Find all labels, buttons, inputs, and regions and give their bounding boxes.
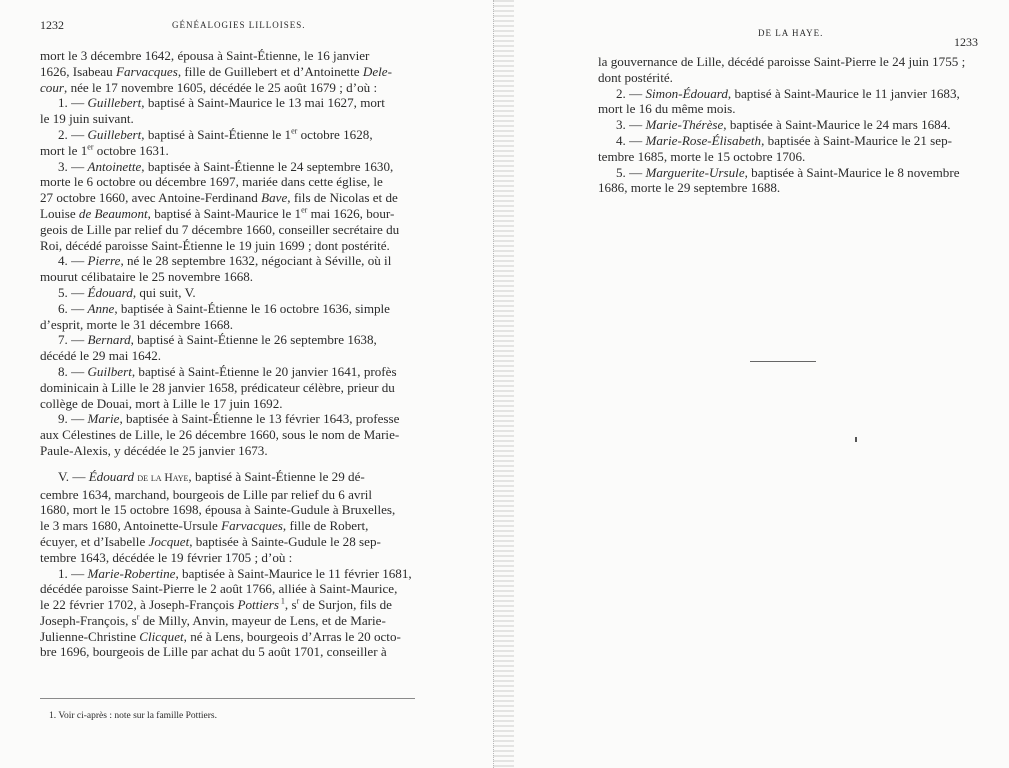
italic-name: Farvacques bbox=[116, 63, 178, 79]
italic-name: cour bbox=[40, 79, 65, 95]
text-run: , baptisé à Saint-Étienne le 1 bbox=[141, 126, 292, 142]
left-page-number: 1232 bbox=[40, 18, 64, 32]
italic-name: Antoinette bbox=[87, 158, 142, 174]
text-run: , s bbox=[284, 597, 297, 613]
text-line bbox=[40, 253, 418, 269]
italic-name: Guillebert bbox=[87, 95, 142, 111]
text-run: octobre 1628, bbox=[297, 126, 373, 142]
italic-name: Simon-Édouard bbox=[645, 85, 728, 101]
left-running-title: GÉNÉALOGIES LILLOISES. bbox=[172, 20, 306, 30]
right-page-number: 1233 bbox=[954, 35, 978, 49]
italic-name: Dele- bbox=[362, 63, 392, 79]
text-run: , baptisé à Saint-Maurice le 11 janvier 1683, bbox=[727, 85, 960, 101]
italic-name: Marguerite-Ursule bbox=[645, 164, 745, 180]
superscript: er bbox=[87, 142, 94, 152]
text-run: mort le 1 bbox=[40, 142, 88, 158]
text-line bbox=[598, 133, 976, 149]
text-line bbox=[40, 380, 418, 396]
italic-name: Marie-Rose-Élisabeth bbox=[645, 132, 762, 148]
text-run: 6. — bbox=[58, 300, 88, 316]
text-run: morte le 6 octobre ou décembre 1697, mariée dans cette église, le bbox=[40, 174, 383, 190]
text-run: , baptisé à Saint-Étienne le 29 dé- bbox=[188, 468, 365, 484]
italic-name: Pottiers bbox=[237, 597, 279, 613]
text-run: Paule-Alexis, y décédée le 25 janvier 1673. bbox=[40, 442, 268, 458]
text-run: 5. — bbox=[616, 164, 646, 180]
italic-name: Guillebert bbox=[87, 126, 142, 142]
text-line bbox=[40, 174, 418, 190]
text-run: d’esprit, morte le 31 décembre 1668. bbox=[40, 316, 234, 332]
text-run: le 3 mars 1680, Antoinette-Ursule bbox=[40, 518, 222, 534]
text-run: Julienne-Christine bbox=[40, 628, 140, 644]
text-run: , fille de Robert, bbox=[282, 518, 369, 534]
left-body-text bbox=[40, 48, 418, 660]
italic-name: de Beaumont bbox=[78, 205, 148, 221]
text-run: 1. — bbox=[58, 95, 88, 111]
text-line bbox=[40, 613, 418, 629]
text-line bbox=[40, 534, 418, 550]
text-run: 1680, mort le 15 octobre 1698, épousa à Sainte-Gudule à Bruxelles, bbox=[40, 502, 396, 518]
text-run: , né le 28 septembre 1632, négociant à Séville, où il bbox=[120, 253, 392, 269]
text-run: cembre 1634, marchand, bourgeois de Lille par relief du 6 avril bbox=[40, 486, 373, 502]
text-run: aux Célestines de Lille, le 26 décembre 1660, sous le nom de Marie- bbox=[40, 427, 400, 443]
text-line bbox=[40, 411, 418, 427]
text-line bbox=[40, 301, 418, 317]
text-run: 4. — bbox=[616, 132, 646, 148]
text-line bbox=[40, 550, 418, 566]
text-run: , baptisé à Saint-Étienne le 20 janvier 1641, profès bbox=[131, 363, 397, 379]
superscript: 1 bbox=[278, 596, 285, 606]
text-line bbox=[40, 143, 418, 159]
text-run: , né à Lens, bourgeois d’Arras le 20 octo- bbox=[183, 628, 401, 644]
text-line bbox=[40, 190, 418, 206]
text-run: 4. — bbox=[58, 253, 88, 269]
right-page bbox=[503, 0, 1009, 768]
text-line bbox=[40, 487, 418, 503]
text-run: la gouvernance de Lille, décédé paroisse Saint-Pierre le 24 juin 1755 ; bbox=[598, 54, 966, 69]
italic-name: Bave bbox=[261, 190, 288, 206]
text-line bbox=[40, 48, 418, 64]
text-run: , baptisée à Saint-Étienne le 13 février 1643, professe bbox=[119, 411, 400, 427]
right-body-text bbox=[598, 54, 976, 196]
text-line bbox=[40, 80, 418, 96]
text-line bbox=[40, 285, 418, 301]
right-running-title: DE LA HAYE. bbox=[758, 28, 824, 38]
text-line bbox=[40, 469, 418, 487]
text-run: 1626, Isabeau bbox=[40, 63, 116, 79]
text-run: Roi, décédé paroisse Saint-Étienne le 19 juin 1699 ; dont postérité. bbox=[40, 237, 390, 253]
italic-name: Guilbert bbox=[87, 363, 132, 379]
text-line bbox=[598, 117, 976, 133]
text-line bbox=[40, 566, 418, 582]
text-run: , baptisée à Saint-Étienne le 24 septembre 1630, bbox=[141, 158, 394, 174]
superscript: r bbox=[296, 596, 300, 606]
text-run: tembre 1685, morte le 15 octobre 1706. bbox=[598, 148, 806, 164]
italic-name: Marie-Robertine bbox=[87, 565, 176, 581]
text-line bbox=[40, 348, 418, 364]
text-run: de Milly, Anvin, mayeur de Lens, et de Marie- bbox=[139, 612, 386, 628]
italic-name: Édouard bbox=[88, 468, 135, 484]
small-caps-surname: de la Haye bbox=[137, 471, 189, 484]
text-run: , baptisé à Saint-Maurice le 1 bbox=[147, 205, 302, 221]
text-run: , qui suit, V. bbox=[132, 284, 196, 300]
text-run: mourut célibataire le 25 novembre 1668. bbox=[40, 269, 254, 285]
text-line bbox=[40, 64, 418, 80]
text-run: Joseph-François, s bbox=[40, 612, 137, 628]
text-line bbox=[40, 317, 418, 333]
text-line bbox=[40, 206, 418, 222]
text-run: 3. — bbox=[616, 117, 646, 133]
text-run: 3. — bbox=[58, 158, 88, 174]
superscript: er bbox=[301, 205, 308, 215]
text-run: décédée paroisse Saint-Pierre le 2 août 1766, alliée à Saint-Maurice, bbox=[40, 581, 398, 597]
text-run: V. — bbox=[58, 468, 89, 484]
text-run: , baptisée à Saint-Maurice le 21 sep- bbox=[761, 132, 952, 148]
text-run: 9. — bbox=[58, 411, 88, 427]
text-run: bre 1696, bourgeois de Lille par achat du 5 août 1701, conseiller à bbox=[40, 644, 387, 660]
text-run: , fils de Nicolas et de bbox=[287, 190, 398, 206]
italic-name: Clicquet bbox=[139, 628, 184, 644]
text-line bbox=[598, 70, 976, 86]
text-line bbox=[40, 427, 418, 443]
text-line bbox=[40, 238, 418, 254]
italic-name: Anne bbox=[87, 300, 115, 316]
text-line bbox=[40, 364, 418, 380]
text-line bbox=[598, 149, 976, 165]
text-run: Louise bbox=[40, 205, 79, 221]
left-page bbox=[0, 0, 500, 768]
text-run: mai 1626, bour- bbox=[307, 205, 395, 221]
section-end-rule bbox=[750, 361, 816, 362]
text-run: décédé le 29 mai 1642. bbox=[40, 348, 162, 364]
text-line bbox=[40, 443, 418, 459]
text-run: 27 octobre 1660, avec Antoine-Ferdinand bbox=[40, 190, 262, 206]
italic-name: Farvacques bbox=[221, 518, 283, 534]
text-run: écuyer, et d’Isabelle bbox=[40, 533, 149, 549]
text-run: , baptisée à Saint-Maurice le 8 novembre bbox=[744, 164, 960, 180]
text-line bbox=[598, 165, 976, 181]
text-line bbox=[598, 180, 976, 196]
text-run: mort le 3 décembre 1642, épousa à Saint-Étienne, le 16 janvier bbox=[40, 48, 370, 63]
italic-name: Édouard bbox=[87, 284, 133, 300]
text-run: de Surjon, fils de bbox=[299, 597, 392, 613]
text-run: , baptisée à Saint-Maurice le 11 février 1681, bbox=[175, 565, 412, 581]
text-run: 7. — bbox=[58, 332, 88, 348]
text-run: , baptisé à Saint-Étienne le 26 septembre 1638, bbox=[130, 332, 377, 348]
text-line bbox=[40, 159, 418, 175]
text-run: mort le 16 du même mois. bbox=[598, 101, 736, 117]
text-line bbox=[40, 396, 418, 412]
text-line bbox=[598, 101, 976, 117]
text-run: 2. — bbox=[616, 85, 646, 101]
text-line bbox=[40, 95, 418, 111]
text-line bbox=[598, 86, 976, 102]
text-line bbox=[40, 111, 418, 127]
text-line bbox=[40, 644, 418, 660]
text-run: 5. — bbox=[58, 284, 88, 300]
text-run: octobre 1631. bbox=[93, 142, 169, 158]
text-line bbox=[40, 518, 418, 534]
text-run: le 19 juin suivant. bbox=[40, 111, 134, 127]
text-run: 1686, morte le 29 septembre 1688. bbox=[598, 180, 781, 196]
text-run: collège de Douai, mort à Lille le 17 juin 1692. bbox=[40, 395, 283, 411]
text-line bbox=[40, 269, 418, 285]
text-line bbox=[40, 127, 418, 143]
text-line bbox=[40, 332, 418, 348]
superscript: er bbox=[291, 126, 298, 136]
text-run: , fille de Guillebert et d’Antoinette bbox=[177, 63, 363, 79]
italic-name: Jocquet bbox=[148, 533, 190, 549]
text-line bbox=[40, 502, 418, 518]
text-run: dont postérité. bbox=[598, 69, 673, 85]
text-run: , baptisé à Saint-Maurice le 13 mai 1627, mort bbox=[141, 95, 385, 111]
text-line bbox=[598, 54, 976, 70]
text-run: 1. — bbox=[58, 565, 88, 581]
ink-speck bbox=[855, 437, 857, 442]
text-run: , baptisée à Saint-Maurice le 24 mars 1684. bbox=[723, 117, 951, 133]
footnote-rule bbox=[40, 698, 415, 699]
footnote: 1. Voir ci-après : note sur la famille Pottiers. bbox=[49, 711, 217, 721]
superscript: r bbox=[136, 612, 140, 622]
italic-name: Bernard bbox=[87, 332, 131, 348]
text-run: , baptisée à Sainte-Gudule le 28 sep- bbox=[189, 533, 381, 549]
text-run: 8. — bbox=[58, 363, 88, 379]
text-run: 2. — bbox=[58, 126, 88, 142]
text-line bbox=[40, 597, 418, 613]
text-line bbox=[40, 581, 418, 597]
text-run: geois de Lille par relief du 7 décembre 1660, conseiller secrétaire du bbox=[40, 221, 400, 237]
text-line bbox=[40, 629, 418, 645]
text-run: , baptisée à Saint-Étienne le 16 octobre 1636, simple bbox=[114, 300, 390, 316]
italic-name: Marie bbox=[87, 411, 120, 427]
italic-name: Pierre bbox=[87, 253, 121, 269]
text-run: , née le 17 novembre 1605, décédée le 25 août 1679 ; d’où : bbox=[64, 79, 378, 95]
text-run: dominicain à Lille le 28 janvier 1658, prédicateur célèbre, prieur du bbox=[40, 379, 395, 395]
text-line bbox=[40, 222, 418, 238]
paragraph-gap bbox=[40, 459, 418, 469]
italic-name: Marie-Thérèse bbox=[645, 117, 724, 133]
text-run: le 22 février 1702, à Joseph-François bbox=[40, 597, 238, 613]
text-run: tembre 1643, décédée le 19 février 1705 ; d’où : bbox=[40, 549, 293, 565]
